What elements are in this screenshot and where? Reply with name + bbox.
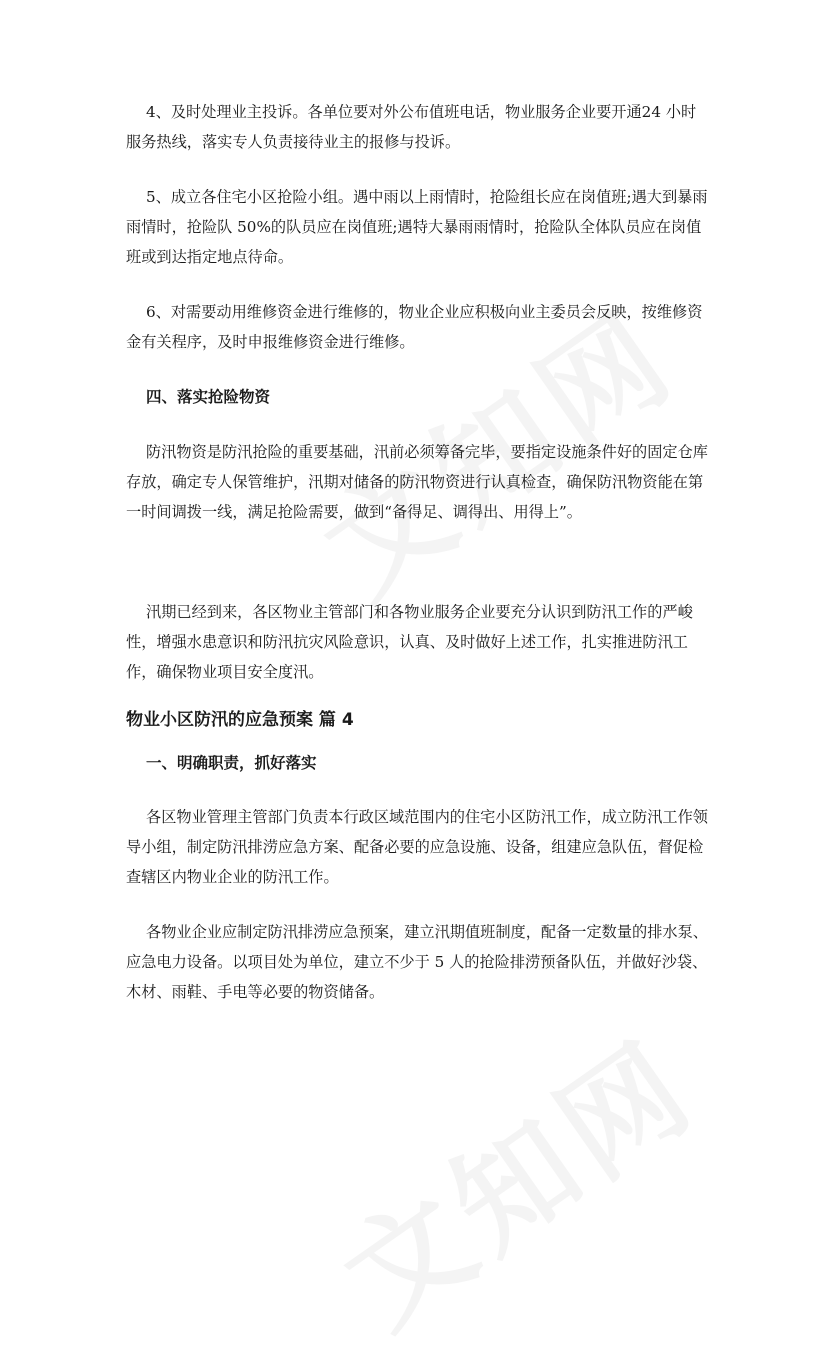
- paragraph-complaints: 4、及时处理业主投诉。各单位要对外公布值班电话，物业服务企业要开通24 小时服务热线，落实专人负责接待业主的报修与投诉。: [126, 103, 697, 151]
- section-heading-responsibilities: 一、明确职责，抓好落实: [146, 754, 317, 772]
- article-heading-plan-4: 物业小区防汛的应急预案 篇 4: [126, 710, 354, 730]
- paragraph-district-departments: 各区物业管理主管部门负责本行政区域范围内的住宅小区防汛工作，成立防汛工作领导小组，制定防汛排涝应急方案、配备必要的应急设施、设备，组建应急队伍，督促检查辖区内物业企业的防汛工作。: [126, 808, 708, 886]
- watermark-bottom: [306, 994, 724, 1358]
- paragraph-rescue-team: 5、成立各住宅小区抢险小组。遇中雨以上雨情时，抢险组长应在岗值班;遇大到暴雨雨情时，抢险队 50%的队员应在岗值班;遇特大暴雨雨情时，抢险队全体队员应在岗值班或到达指定地点待命。: [126, 188, 708, 266]
- paragraph-flood-supplies: 防汛物资是防汛抢险的重要基础，汛前必须筹备完毕，要指定设施条件好的固定仓库存放，确定专人保管维护，汛期对储备的防汛物资进行认真检查，确保防汛物资能在第一时间调拨一线，满足抢险需要，做到“备得足、调得出、用得上”。: [126, 443, 708, 521]
- paragraph-flood-season: 汛期已经到来，各区物业主管部门和各物业服务企业要充分认识到防汛工作的严峻性，增强水患意识和防汛抗灾风险意识，认真、及时做好上述工作，扎实推进防汛工作，确保物业项目安全度汛。: [126, 603, 693, 681]
- paragraph-property-enterprises: 各物业企业应制定防汛排涝应急预案，建立汛期值班制度，配备一定数量的排水泵、应急电力设备。以项目处为单位，建立不少于 5 人的抢险排涝预备队伍，并做好沙袋、木材、雨鞋、手电等必要的物资储备。: [126, 923, 708, 1001]
- section-heading-rescue-supplies: 四、落实抢险物资: [146, 388, 271, 406]
- paragraph-maintenance-funds: 6、对需要动用维修资金进行维修的，物业企业应积极向业主委员会反映，按维修资金有关程序，及时申报维修资金进行维修。: [126, 303, 703, 351]
